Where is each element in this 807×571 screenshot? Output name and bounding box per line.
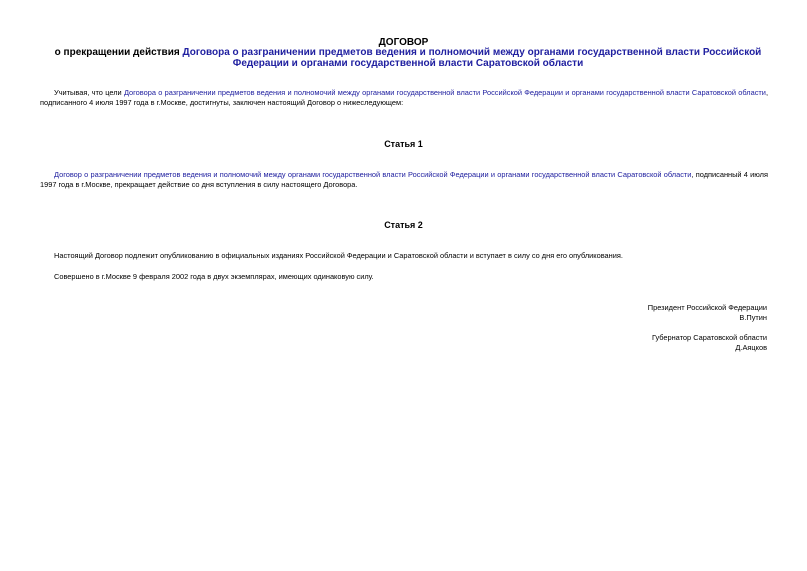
preamble-prefix: Учитывая, что цели (54, 88, 124, 97)
article-2-text: Настоящий Договор подлежит опубликованию в официальных изданиях Российской Федерации и Саратовской области и вступает в силу со дня его опубликования. (54, 251, 623, 260)
preamble-suffix: , подписанного 4 июля 1997 года в г.Москве, достигнуты, заключен настоящий Договор о нижеследующем: (40, 88, 768, 107)
article-1-suffix: , подписанный 4 июля 1997 года в г.Москве, прекращает действие со дня вступления в силу настоящего Договора. (40, 170, 768, 189)
signature-block-governor (652, 333, 767, 353)
article-1-heading: Статья 1 (384, 139, 423, 149)
signature-name: Д.Аяцков (735, 343, 767, 352)
document-subtitle (50, 47, 766, 69)
subtitle-treaty-link[interactable]: Договора о разграничении предметов ведения и полномочий между органами государственной власти Российской Федерации и органами государственной власти Саратовской области (182, 47, 762, 69)
closing-text: Совершено в г.Москве 9 февраля 2002 года в двух экземплярах, имеющих одинаковую силу. (54, 272, 374, 281)
signature-name: В.Путин (739, 313, 767, 322)
article-2-paragraph (40, 251, 768, 261)
subtitle-prefix: о прекращении действия (54, 47, 183, 58)
closing-paragraph (40, 272, 768, 282)
signature-position: Губернатор Саратовской области (651, 333, 767, 342)
signature-block-president (648, 303, 767, 323)
preamble-treaty-link[interactable]: Договора о разграничении предметов ведения и полномочий между органами государственной власти Российской Федерации и органами государственной власти Саратовской области (123, 88, 766, 97)
article-2-heading: Статья 2 (384, 220, 423, 230)
preamble-paragraph (40, 88, 768, 108)
article-1-paragraph (40, 170, 768, 190)
article-1-treaty-link[interactable]: Договор о разграничении предметов ведения и полномочий между органами государственной власти Российской Федерации и органами государственной власти Саратовской области (54, 170, 692, 179)
document-title: ДОГОВОР (378, 37, 429, 48)
signature-position: Президент Российской Федерации (647, 303, 767, 312)
